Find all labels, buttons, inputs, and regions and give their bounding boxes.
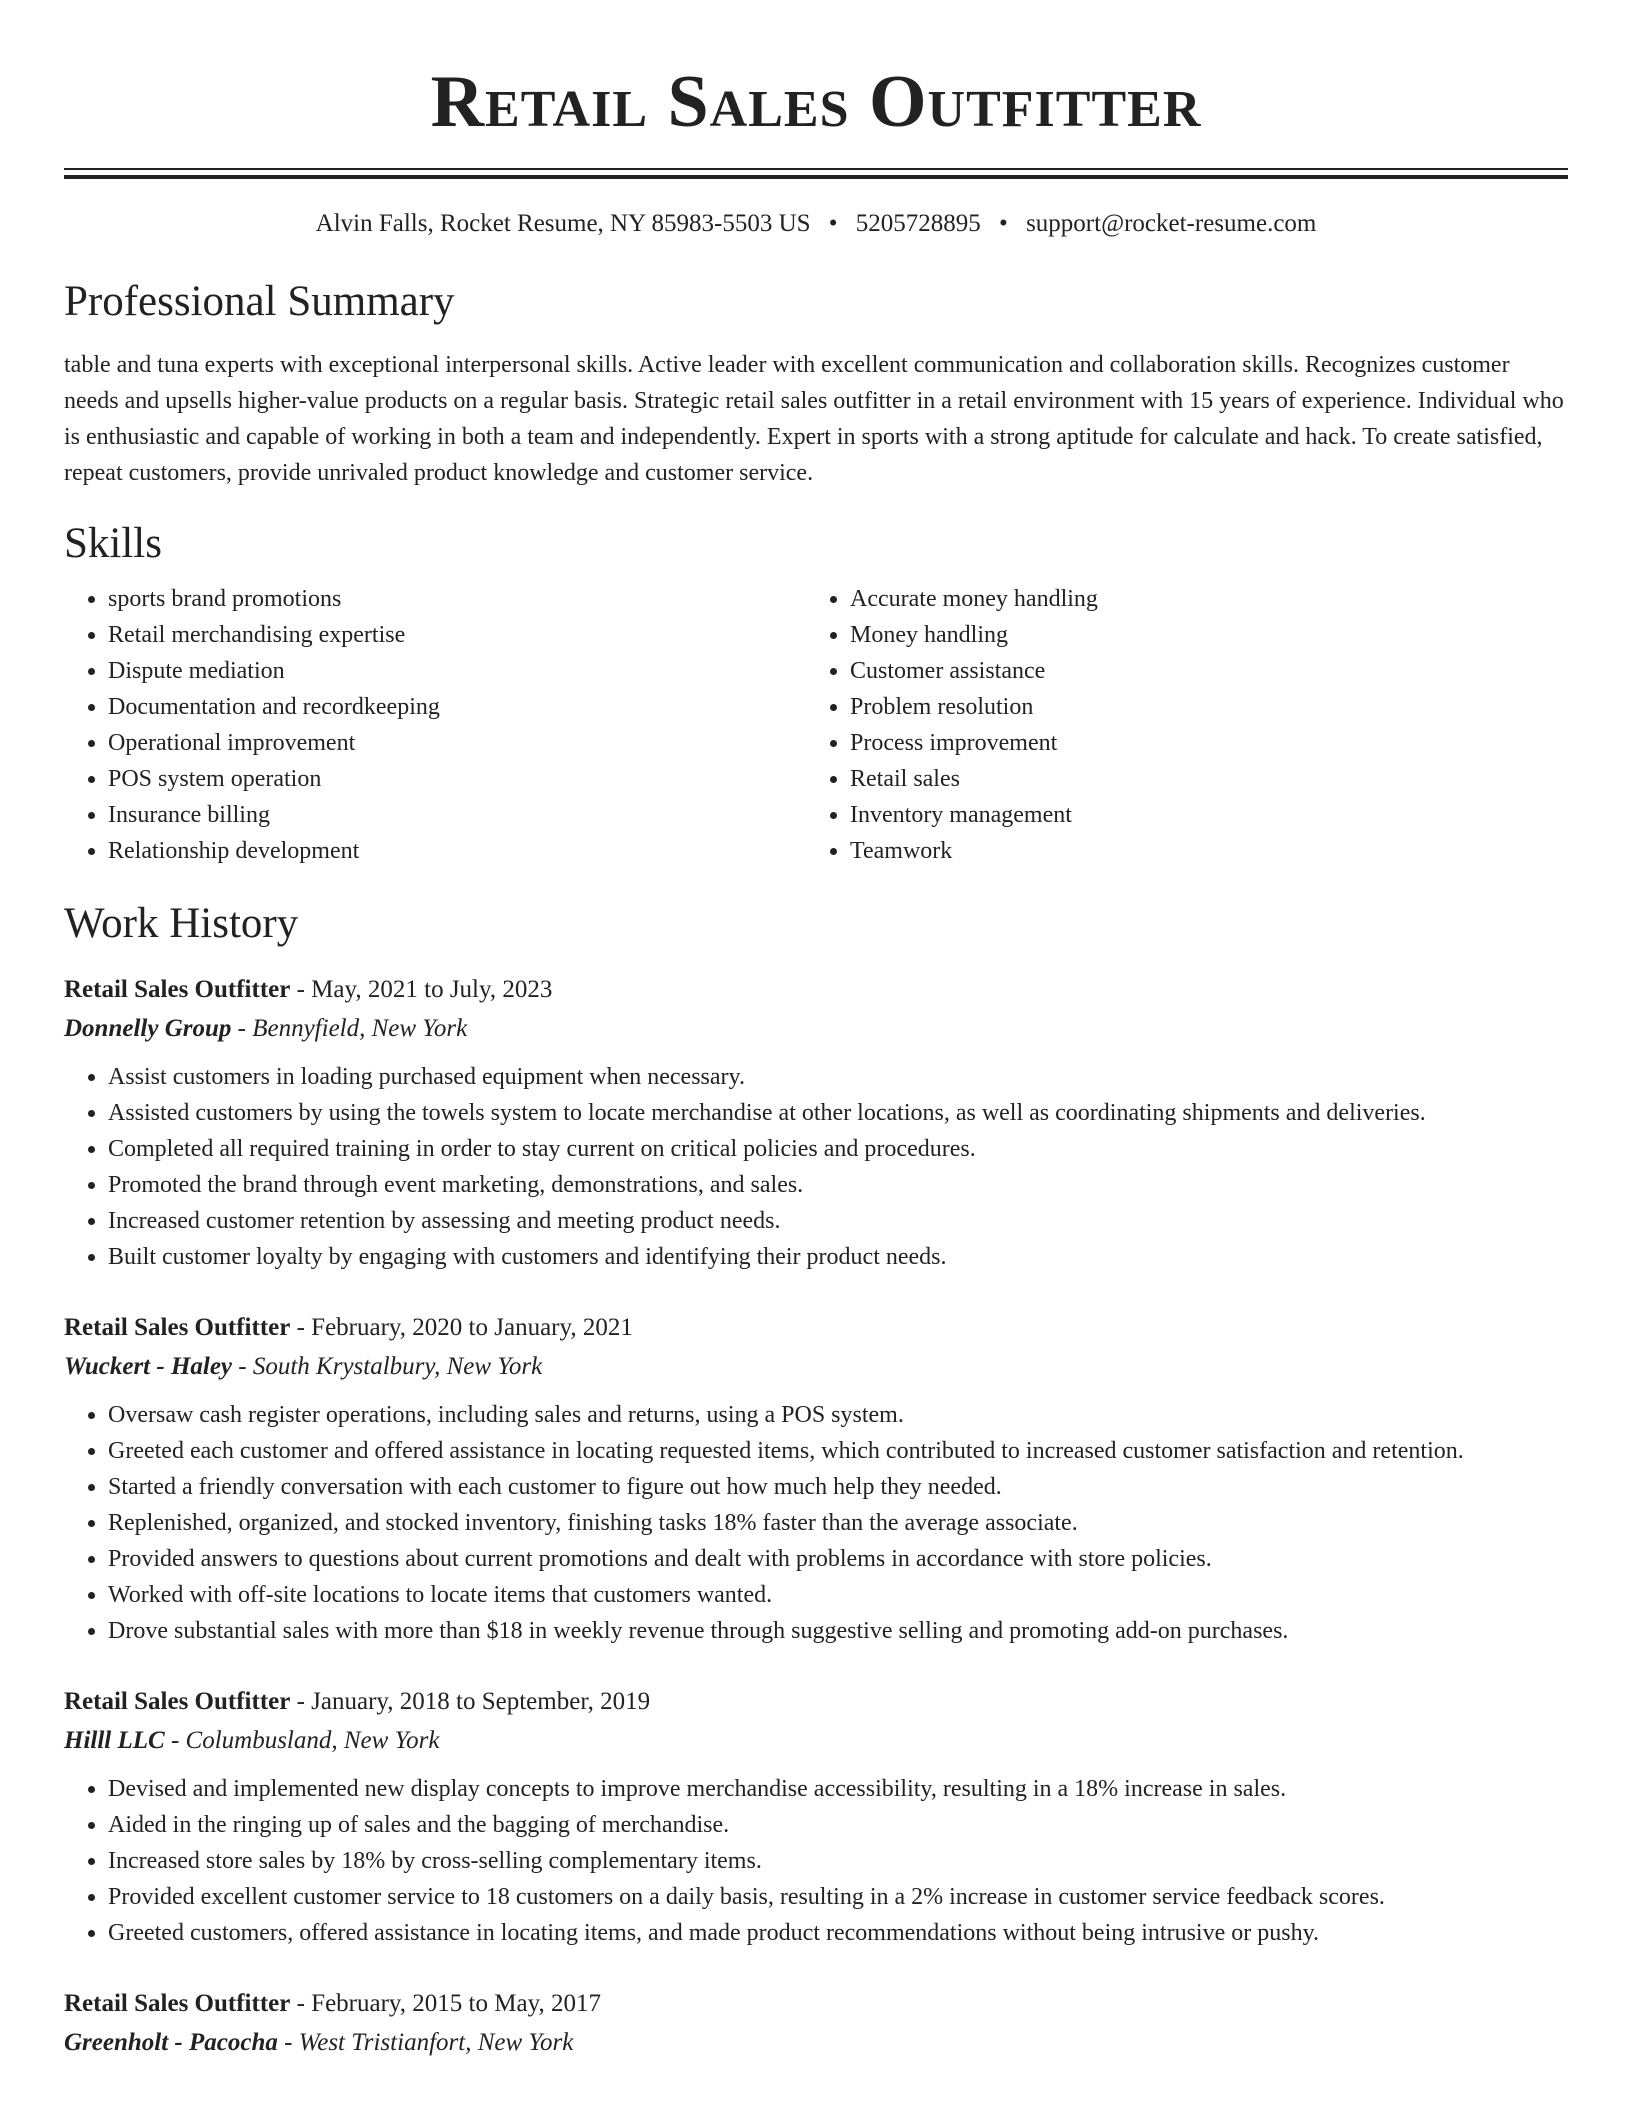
skill-item: • Accurate money handling (850, 581, 1548, 617)
skill-item: • Customer assistance (850, 653, 1548, 689)
job-company: Donnelly Group (64, 1015, 232, 1042)
job-bullet: • Assisted customers by using the towels system to locate merchandise at other locations, as well as coordinating shipments and deliveries. (108, 1095, 1568, 1131)
job-bullets (64, 1397, 1568, 1649)
job-title-line (64, 1309, 1568, 1347)
job-bullet: • Worked with off-site locations to locate items that customers wanted. (108, 1577, 1568, 1613)
contact-separator: • (999, 210, 1008, 237)
job-bullet: • Started a friendly conversation with each customer to figure out how much help they needed. (108, 1469, 1568, 1505)
skill-item: • Retail sales (850, 761, 1548, 797)
title-divider-thin (64, 168, 1568, 170)
section-heading-summary: Professional Summary (64, 278, 455, 325)
job-bullet: • Promoted the brand through event marketing, demonstrations, and sales. (108, 1167, 1568, 1203)
skill-item: • sports brand promotions (108, 581, 806, 617)
resume-title: Retail Sales Outfitter (430, 61, 1202, 143)
job-dates: - May, 2021 to July, 2023 (290, 976, 553, 1003)
job-bullets (64, 1771, 1568, 1951)
skill-item: • Teamwork (850, 833, 1548, 869)
skill-item: • Money handling (850, 617, 1548, 653)
job-title: Retail Sales Outfitter (64, 1688, 291, 1715)
title-divider-thick (64, 175, 1568, 179)
job-dates: - January, 2018 to September, 2019 (290, 1688, 651, 1715)
job-company-line (64, 1347, 1568, 1387)
job-location: - South Krystalbury, New York (232, 1353, 543, 1380)
job-company-line (64, 2023, 1568, 2063)
job-bullet: • Provided answers to questions about current promotions and dealt with problems in accordance with store policies. (108, 1541, 1568, 1577)
section-heading-skills: Skills (64, 520, 162, 567)
job-bullet: • Provided excellent customer service to 18 customers on a daily basis, resulting in a 2% increase in customer service feedback scores. (108, 1879, 1568, 1915)
job-company: Wuckert - Haley (64, 1353, 233, 1380)
skill-item: • Problem resolution (850, 689, 1548, 725)
summary-text: table and tuna experts with exceptional interpersonal skills. Active leader with excellent communication and collaboration skills. Recognizes customer needs and upsells higher-value products on a regular basis. Strategic retail sales outfitter in a retail environment with 15 years of experience. Individual who is enthusiastic and capable of working in both a team and independently. Expert in sports with a strong aptitude for calculate and hack. To create satisfied, repeat customers, provide unrivaled product knowledge and customer service. (64, 352, 1564, 486)
skill-item: • Process improvement (850, 725, 1548, 761)
job-bullet: • Greeted customers, offered assistance in locating items, and made product recommendations without being intrusive or pushy. (108, 1915, 1568, 1951)
section-heading-work-history: Work History (64, 900, 299, 947)
job-bullets (64, 1059, 1568, 1275)
job-bullet: • Increased store sales by 18% by cross-selling complementary items. (108, 1843, 1568, 1879)
job-location: - Columbusland, New York (164, 1727, 440, 1754)
job-title-line (64, 1683, 1568, 1721)
job-bullet: • Oversaw cash register operations, including sales and returns, using a POS system. (108, 1397, 1568, 1433)
skill-item: • Relationship development (108, 833, 806, 869)
job-bullet: • Completed all required training in order to stay current on critical policies and procedures. (108, 1131, 1568, 1167)
job-bullet: • Greeted each customer and offered assistance in locating requested items, which contributed to increased customer satisfaction and retention. (108, 1433, 1568, 1469)
job-title-line (64, 1985, 1568, 2023)
contact-line (64, 209, 1568, 239)
job-bullet: • Aided in the ringing up of sales and the bagging of merchandise. (108, 1807, 1568, 1843)
job-title: Retail Sales Outfitter (64, 976, 291, 1003)
job-bullet: • Increased customer retention by assessing and meeting product needs. (108, 1203, 1568, 1239)
job-location: - Bennyfield, New York (231, 1015, 468, 1042)
job-location: - West Tristianfort, New York (277, 2029, 574, 2056)
job-bullet: • Devised and implemented new display concepts to improve merchandise accessibility, resulting in a 18% increase in sales. (108, 1771, 1568, 1807)
job-entry (64, 1309, 1568, 1649)
job-title: Retail Sales Outfitter (64, 1314, 291, 1341)
job-bullet: • Built customer loyalty by engaging with customers and identifying their product needs. (108, 1239, 1568, 1275)
skill-item: • Dispute mediation (108, 653, 806, 689)
contact-email: support@rocket-resume.com (1026, 210, 1317, 237)
skill-item: • Insurance billing (108, 797, 806, 833)
job-bullet: • Replenished, organized, and stocked inventory, finishing tasks 18% faster than the average associate. (108, 1505, 1568, 1541)
job-company-line (64, 1009, 1568, 1049)
contact-separator: • (828, 210, 838, 237)
job-entry (64, 1683, 1568, 1951)
skill-item: • Retail merchandising expertise (108, 617, 806, 653)
skills-grid (64, 581, 1568, 869)
skill-item: • Documentation and recordkeeping (108, 689, 806, 725)
skills-list-right (806, 581, 1548, 869)
job-dates: - February, 2020 to January, 2021 (290, 1314, 633, 1341)
job-title: Retail Sales Outfitter (64, 1990, 291, 2017)
job-entry (64, 1985, 1568, 2063)
contact-phone: 5205728895 (855, 210, 981, 237)
job-bullet: • Drove substantial sales with more than $18 in weekly revenue through suggestive selling and promoting add-on purchases. (108, 1613, 1568, 1649)
job-company: Hilll LLC (64, 1727, 165, 1754)
skills-list-left (64, 581, 806, 869)
job-entry (64, 971, 1568, 1275)
job-title-line (64, 971, 1568, 1009)
job-dates: - February, 2015 to May, 2017 (290, 1990, 601, 2017)
skill-item: • POS system operation (108, 761, 806, 797)
job-bullet: • Assist customers in loading purchased equipment when necessary. (108, 1059, 1568, 1095)
job-company: Greenholt - Pacocha (64, 2029, 278, 2056)
skill-item: • Operational improvement (108, 725, 806, 761)
contact-address: Alvin Falls, Rocket Resume, NY 85983-5503 US (315, 210, 811, 237)
job-company-line (64, 1721, 1568, 1761)
skill-item: • Inventory management (850, 797, 1548, 833)
